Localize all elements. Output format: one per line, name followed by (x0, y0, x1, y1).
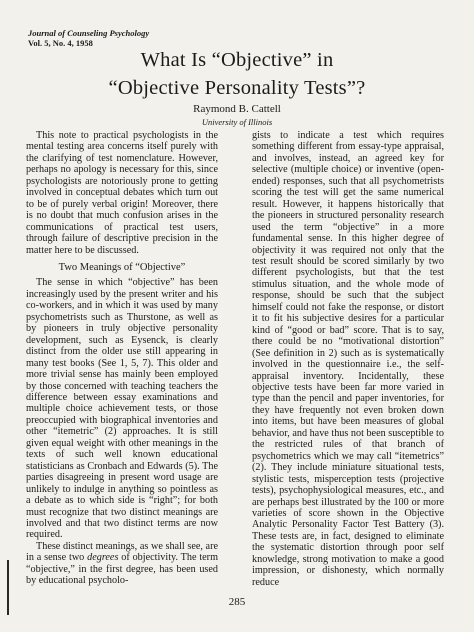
continued-paragraph: gists to indicate a test which requires something different from essay-type appraisal, and involves, instead, an agreed key for selective (multiple choice) or inventive (open-ended) responses, such that all psychometrists scoring the test will get the same numerical result. However, it happens historically that the pioneers in structured personality research used the term “objective” in a more fundamental sense. In this higher degree of objectivity it was required not only that the test result should be scored similarly by two different psychologists, but that the test stimulus situation, and the whole mode of response, should be such that the subject himself could not fake the response, or distort it to fit his subjective desires for a particular kind of “good or bad” score. That is to say, there could be no “motivational distortion” (See definition in 2) such as is systematically involved in the questionnaire i.e., the self-appraisal inventory. Incidentally, these objective tests have been far more varied in type than the pencil and paper inventories, for they have frequently not even broken down into items, but have been measures of global behavior, and have thus not been susceptible to the restricted rules of that branch of psychometrics which we may call “itemetrics” (2). They include miniature situational tests, stylistic tests, misperception tests (projective tests), psychophysiological measures, etc., and are perhaps best illustrated by the 100 or more varieties of score shown in the Objective Analytic Personality Factor Test Battery (3). These tests are, in fact, designed to eliminate the systematic distortion through poor self knowledge, strong motivation to make a good impression, or dishonesty, which normally reduce (252, 130, 444, 588)
p3-start: These distinct meanings, as we shall see, are in a sense two (26, 540, 218, 564)
intro-paragraph: This note to practical psychologists in the mental testing area concerns itself purely with the clarifying of test nomenclature. However, perhaps no apology is necessary for this, since psychologists are notoriously prone to getting involved in conceptual debates which turn out to be of purely verbal origin! Moreover, there is no doubt that much confusion arises in the communications of practical test users, through failure of descriptive precision in the matter here to be discussed. (26, 130, 218, 256)
author-name: Raymond B. Cattell (193, 103, 281, 115)
p3-italic: degrees (87, 552, 119, 564)
right-column (252, 130, 444, 588)
section-heading: Two Meanings of “Objective” (58, 261, 186, 273)
journal-name: Journal of Counseling Psychology (28, 28, 150, 38)
page-number: 285 (228, 596, 246, 608)
title-line-1: What Is “Objective” in (140, 49, 334, 71)
journal-header (28, 28, 149, 48)
p3-end: of objectivity. The term “objective,” in the first degree, has been used by educational psycholo- (26, 552, 218, 587)
title-line-2: “Objective Personality Tests”? (108, 77, 366, 99)
author-affiliation: University of Illinois (201, 117, 273, 127)
left-column (26, 130, 218, 587)
journal-volume: Vol. 5, No. 4, 1958 (28, 38, 93, 48)
article-title (0, 46, 474, 102)
body-paragraph-1: The sense in which “objective” has been increasingly used by the present writer and his co-workers, and in which it was used by many psychometrists such as Thurstone, as well as by pioneers in truly objective personality development, such as Eysenck, is clearly distinct from the older use still appearing in many test books (See 1, 5, 7). This older and more trivial sense has mainly been employed by those concerned with teaching teachers the difference between essay examinations and multiple choice achievement tests, or those preoccupied with biographical inventories and other “itemetric” (2) approaches. It is still given equal weight with other meanings in the texts of such well known educational statisticians as Cronbach and Edwards (5). The parties disagreeing in present word usage are unlikely to indulge in anything so pointless as a debate as to which side is “right”; for both must recognize that two distinct meanings are involved and that two distinct terms are now required. (26, 277, 218, 541)
body-paragraph-2 (26, 541, 218, 587)
